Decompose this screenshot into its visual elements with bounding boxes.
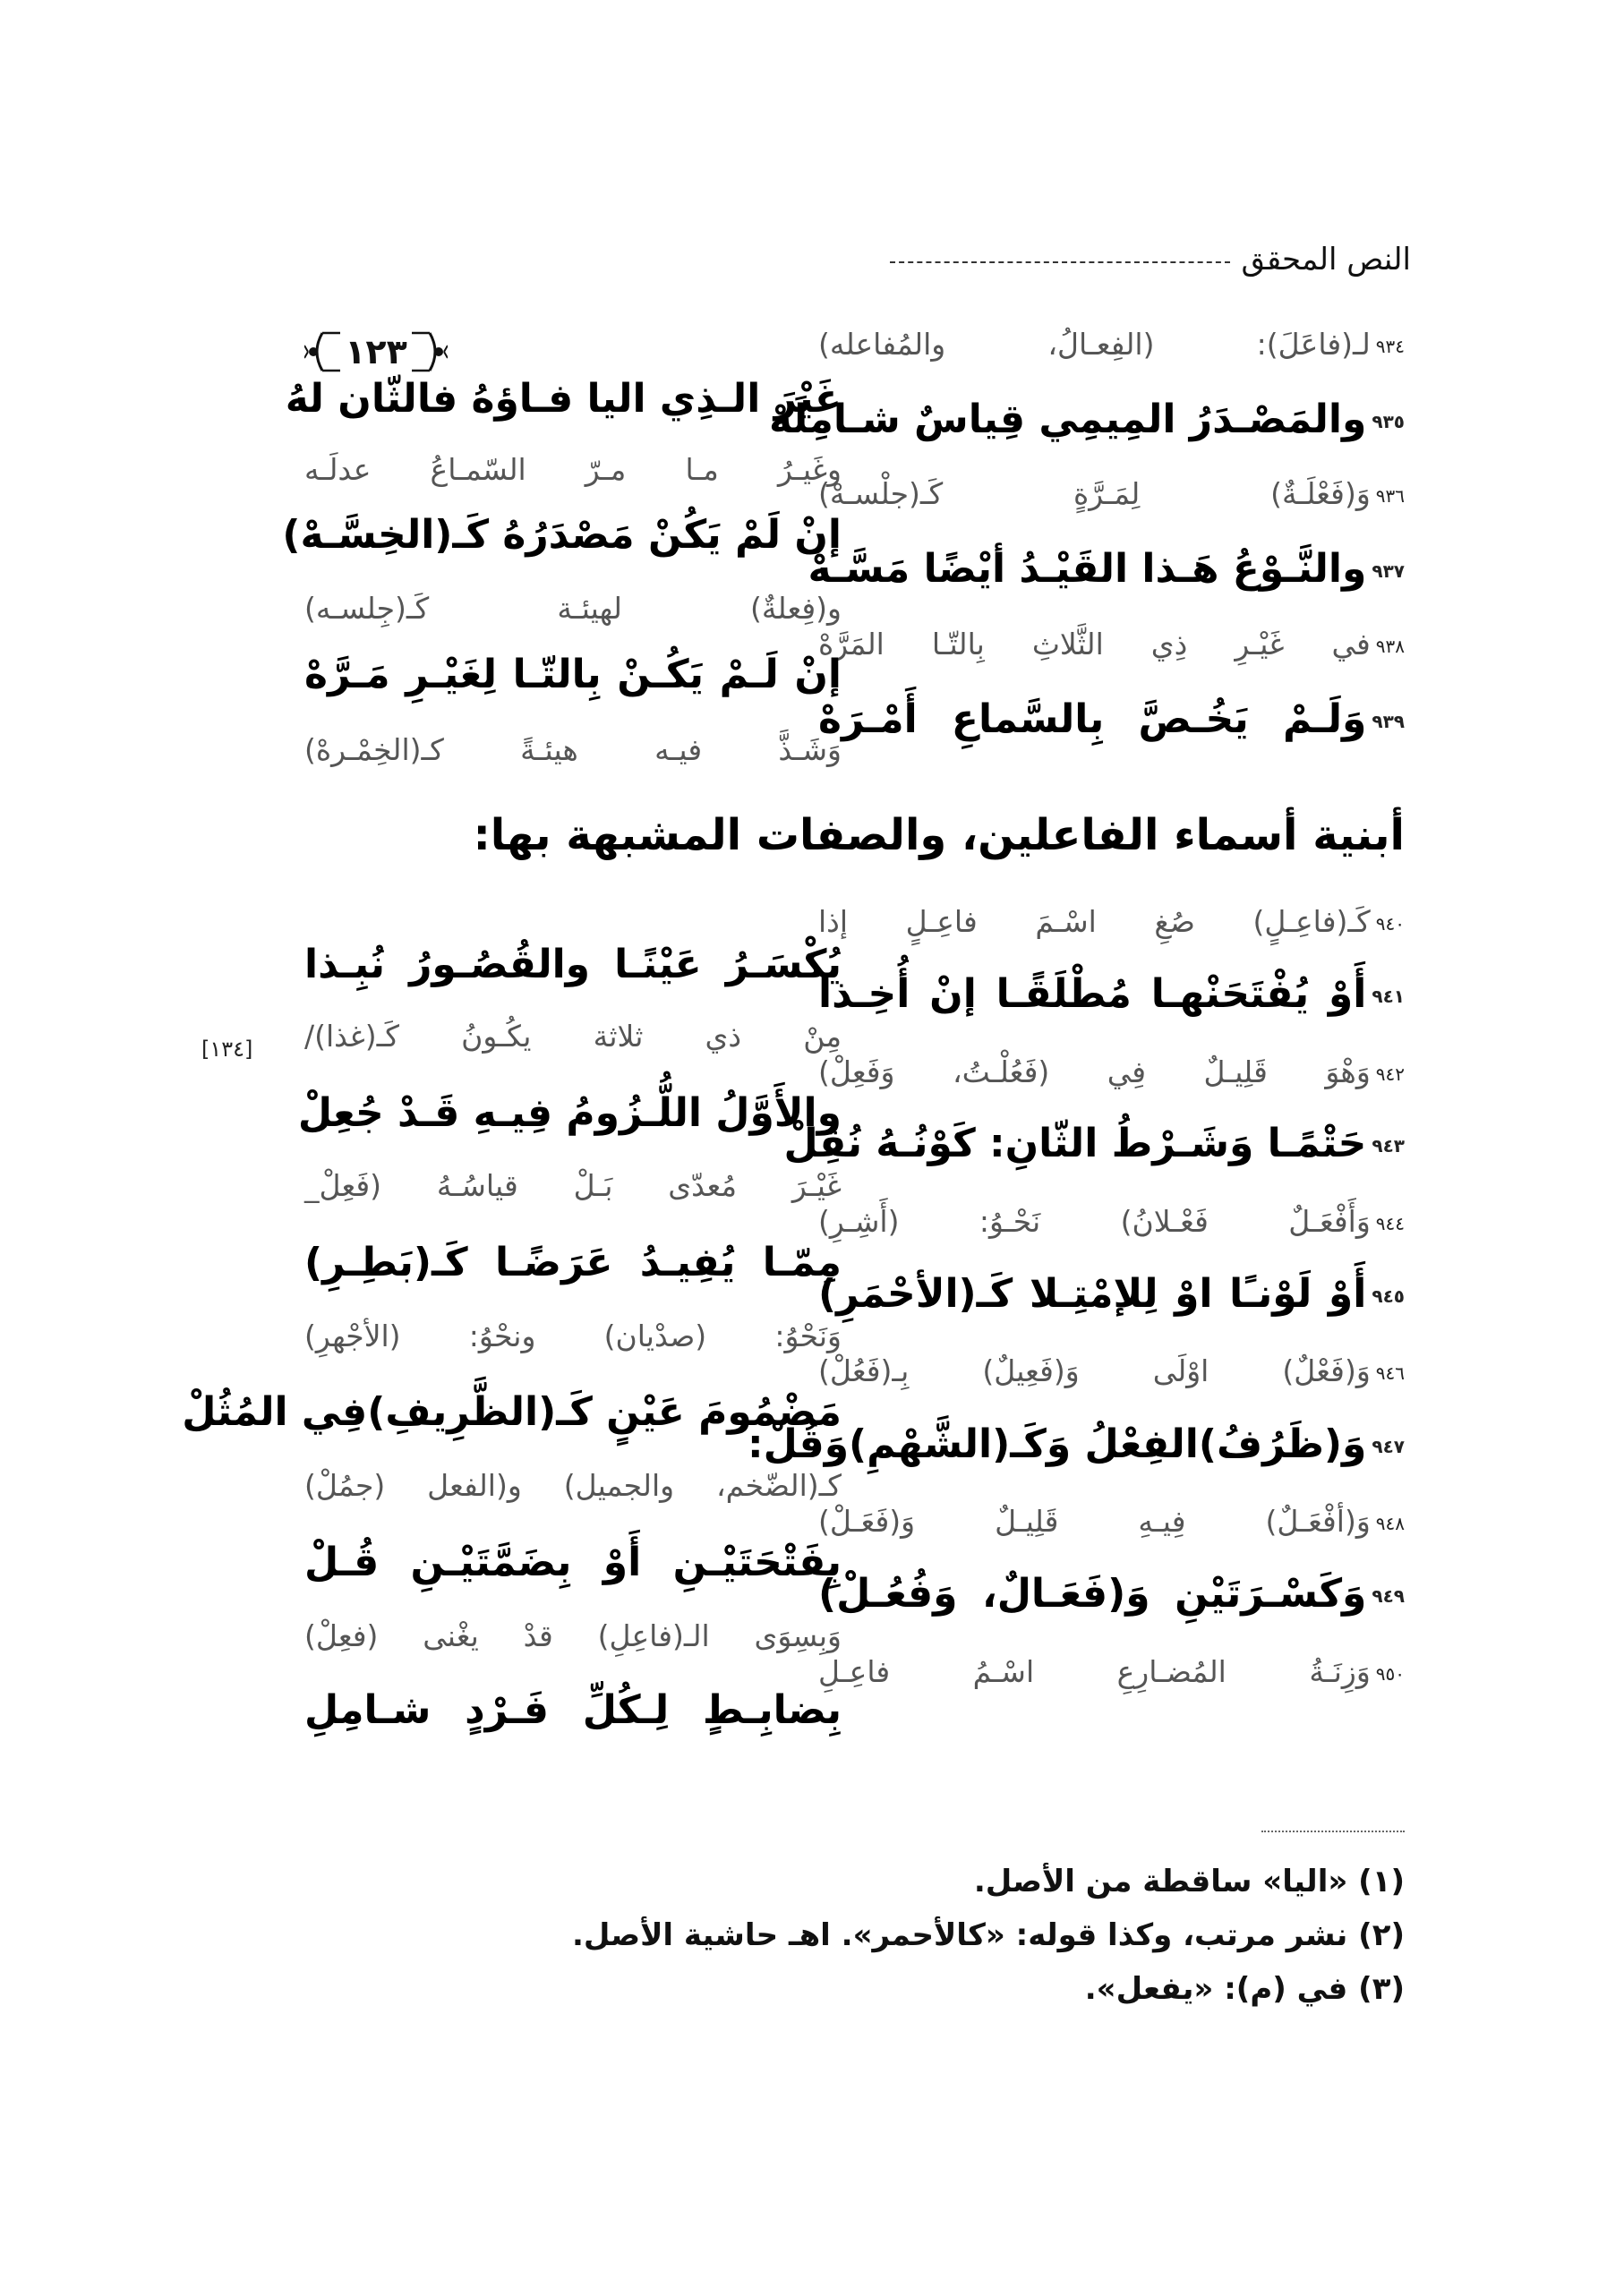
verse-line: ٩٣٤لـ(فاعَلَ): (الفِعـالُ، والمُفاعله) xyxy=(818,327,1405,362)
verse-line: ٩٤٠كَـ(فاعِـلٍ) صُغِ اسْـمَ فاعِـلٍ إذا xyxy=(818,904,1405,939)
verse-line: وَنَحْوُ: (صدْيان) ونحْوُ: (الأجْهرِ) xyxy=(304,1319,842,1353)
verse-number: ٩٤٠ xyxy=(1375,912,1405,935)
verse-number: ٩٣٦ xyxy=(1375,484,1405,507)
header-rule xyxy=(890,261,1230,263)
verse-line: ٩٣٩وَلَـمْ يَخُـصَّ بِالسَّماعِ أَمْـرَهْ xyxy=(818,696,1405,742)
verse-number: ٩٤٦ xyxy=(1375,1361,1405,1384)
verse-number: ٩٣٥ xyxy=(1372,411,1405,432)
verse-number: ٩٣٨ xyxy=(1375,635,1405,657)
verse-line: ٩٣٦وَ(فَعْلَـةٌ) لِمَـرَّةٍ كَـ(جلْسـهْ) xyxy=(818,476,1405,511)
verse-number: ٩٣٧ xyxy=(1372,560,1405,582)
running-header: النص المحقق xyxy=(1241,242,1411,277)
verse-line: و(فِعلةٌ) لهيئـة كَـ(جِلسـه) xyxy=(304,591,842,626)
section-heading: أبنية أسماء الفاعلين، والصفات المشبهة بها: xyxy=(473,810,1405,860)
verse-number: ٩٤٤ xyxy=(1375,1212,1405,1234)
verse-number: ٩٤٨ xyxy=(1375,1512,1405,1534)
verse-line: كـ(الضّخم، والجميل) و(الفعل (جمُلْ) xyxy=(304,1468,842,1503)
footnote-2: (٢) نشر مرتب، وكذا قوله: «كالأحمر». اهـ حاشية الأصل. xyxy=(572,1917,1405,1953)
page-number: ١٢٣ xyxy=(345,332,407,371)
verse-number: ٩٤١ xyxy=(1372,986,1405,1007)
verse-line: وَبِسِوَى الـ(فاعِلِ) قدْ يغْنى (فعِلْ) xyxy=(304,1618,842,1653)
margin-page-ref: [١٣٤] xyxy=(201,1037,253,1062)
verse-number: ٩٤٢ xyxy=(1375,1063,1405,1085)
verse-line: مِمّـا يُفِيـدُ عَرَضًـا كَـ(بَطِـرِ) xyxy=(304,1240,842,1285)
verse-line: ٩٤٤وَأَفْعَـلٌ فَعْـلانُ) نَحْـوُ: (أَشِـرِ) xyxy=(818,1204,1405,1239)
verse-number: ٩٣٩ xyxy=(1372,711,1405,732)
verse-line: بِضابِـطٍ لِـكُلِّ فَـرْدٍ شـامِلِ xyxy=(304,1687,842,1733)
verse-line: غَيْرَ الـذِي اليا فـاؤهُ فالثّان لهُ xyxy=(285,376,842,422)
verse-number: ٩٤٩ xyxy=(1372,1585,1405,1607)
verse-line: بِفَتْحَتَيْـنِ أَوْ بِضَمَّتَيْـنِ قُـلْ xyxy=(304,1540,842,1585)
verse-line: ٩٤٢وَهْوَ قَلِيـلٌ فِي (فَعُلْـتُ، وَفَعِلْ) xyxy=(818,1054,1405,1089)
verse-line: يُكْسَـرُ عَيْنًـا والقُصُـورُ نُبِـذا xyxy=(304,942,842,987)
verse-line: ٩٣٧والنَّـوْعُ هَـذا القَيْـدُ أيْضًا مَسَّـهْ xyxy=(808,546,1405,592)
verse-line: مَضْمُومَ عَيْنٍ كَـ(الظَّرِيفِ)فِي المُثُلْ xyxy=(182,1389,842,1435)
verse-line: ٩٤٥أَوْ لَوْنـًا اوْ لِلإمْتِـلا كَـ(الأحْمَرِ) xyxy=(818,1271,1405,1317)
verse-line: ٩٣٨في غَيْـرِ ذِي الثَّلاثِ بِالتّـا المَرَّهْ xyxy=(818,627,1405,661)
verse-line: ٩٤٣حَتْمًـا وَشَـرْطُ الثّانِ: كَوْنُـهُ نُقِلْ xyxy=(783,1121,1405,1166)
verse-line: وغَيـرُ مـا مـرّ السّمـاعُ عدلَـه xyxy=(304,452,842,487)
verse-line: إنْ لَمْ يَكُنْ مَصْدَرُهُ كَـ(الخِسَّـهْ) xyxy=(282,512,842,558)
footnote-rule xyxy=(1261,1831,1405,1832)
verse-line: وَشَـذَّ فيـه هيئـةً كـ(الخِمْـرهْ) xyxy=(304,732,842,767)
verse-line: ٩٤٦وَ(فَعْلٌ) اوْلَى وَ(فَعِيلٌ) بِـ(فَعُلْ) xyxy=(818,1353,1405,1388)
verse-line: ٩٤١أَوْ يُفْتَحَنْهـا مُطْلَقًـا إنْ أُخِـذا xyxy=(818,971,1405,1017)
verse-number: ٩٥٠ xyxy=(1375,1662,1405,1685)
footnote-3: (٣) في (م): «يفعل». xyxy=(1084,1971,1405,2007)
verse-line: ٩٤٧وَ(ظَرُفُ)الفِعْلُ وَكَـ(الشَّهْمِ)وَقُلْ: xyxy=(748,1421,1405,1467)
page-number-ornament xyxy=(304,324,448,380)
verse-line: ٩٤٨وَ(أفْعَـلٌ) فِيـهِ قَلِيـلٌ وَ(فَعَـلْ) xyxy=(818,1504,1405,1539)
verse-line: إنْ لَـمْ يَكُـنْ بِالتّـا لِغَيْـرِ مَـرَّهْ xyxy=(304,652,842,697)
footnote-1: (١) «اليا» ساقطة من الأصل. xyxy=(973,1864,1405,1899)
verse-number: ٩٣٤ xyxy=(1375,335,1405,357)
verse-number: ٩٤٧ xyxy=(1372,1436,1405,1457)
verse-number: ٩٤٥ xyxy=(1372,1285,1405,1307)
verse-number: ٩٤٣ xyxy=(1372,1135,1405,1157)
verse-line: ٩٣٥والمَصْـدَرُ المِيمِي قِياسٌ شـامِلَهْ xyxy=(769,397,1405,442)
verse-line: غَيْـرَ مُعدّى بَـلْ قياسُـهُ (فَعِلْ_ xyxy=(304,1168,842,1203)
verse-line: مِنْ ذي ثلاثة يكُـونُ كَـ(غذا)/ xyxy=(304,1019,842,1054)
verse-line: ٩٥٠وَزِنَـةُ المُضـارِعِ اسْـمُ فاعِـلِ xyxy=(818,1654,1405,1689)
verse-line: والأَوَّلُ اللُّـزُومُ فِيـهِ قَـدْ جُعِلْ xyxy=(297,1090,842,1136)
verse-line: ٩٤٩وَكَسْـرَتَيْنِ وَ(فَعَـالٌ، وَفُعُـلْ) xyxy=(818,1571,1405,1617)
